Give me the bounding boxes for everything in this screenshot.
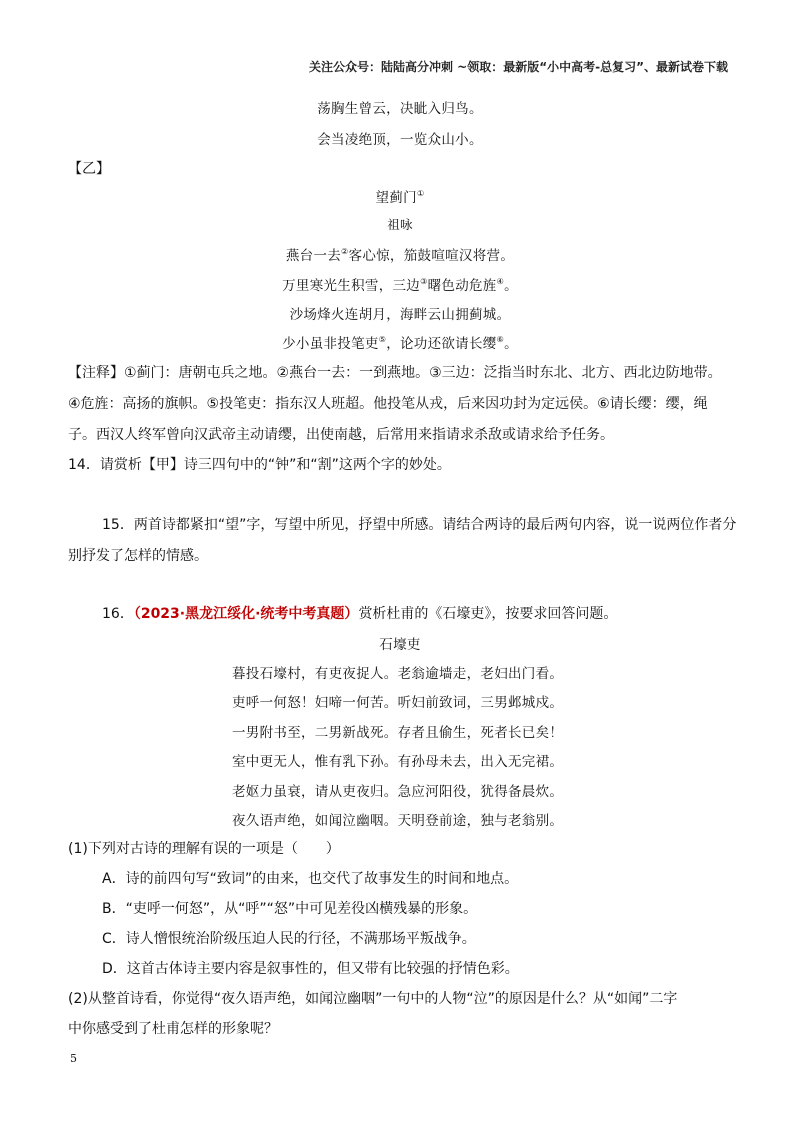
notes-line-3: 子。西汉人终军曾向汉武帝主动请缨，出使南越，后常用来指请求杀敌或请求给予任务。 <box>68 427 614 443</box>
poem2-line-4: 室中更无人，惟有乳下孙。有孙母未去，出入无完裙。 <box>232 754 564 770</box>
question-14: 14．请赏析【甲】诗三四句中的“钟”和“割”这两个字的妙处。 <box>68 457 451 473</box>
sub-question-2-line-1: (2)从整首诗看，你觉得“夜久语声绝，如闻泣幽咽”一句中的人物“泣”的原因是什么？从“如闻”二字 <box>68 991 678 1007</box>
notes-line-1: 【注释】①蓟门：唐朝屯兵之地。②燕台一去：一到燕地。③三边：泛指当时东北、北方、西北边防地带。 <box>68 365 722 381</box>
yi-poem-line-1: 燕台一去②客心惊，笳鼓喧喧汉将营。 <box>285 247 515 264</box>
notes-line-2: ④危旌：高扬的旗帜。⑤投笔吏：指东汉人班超。他投笔从戎，后来因功封为定远侯。⑥请长缨：缨，绳 <box>68 396 708 412</box>
yi-poem-title: 望蓟门① <box>375 189 425 206</box>
sub-question-2-line-2: 中你感受到了杜甫怎样的形象呢？ <box>68 1021 278 1037</box>
poem2-line-6: 夜久语声绝，如闻泣幽咽。天明登前途，独与老翁别。 <box>232 813 564 829</box>
yi-label: 【乙】 <box>68 161 110 177</box>
poem2-line-5: 老妪力虽衰，请从吏夜归。急应河阳役，犹得备晨炊。 <box>232 784 564 800</box>
jia-poem-line-1: 荡胸生曾云，决眦入归鸟。 <box>317 101 483 117</box>
yi-poem-line-3: 沙场烽火连胡月，海畔云山拥蓟城。 <box>289 307 511 323</box>
poem2-line-3: 一男附书至，二男新战死。存者且偷生，死者长已矣！ <box>232 725 564 741</box>
question-15-line-1: 15．两首诗都紧扣“望”字，写望中所见，抒望中所感。请结合两诗的最后两句内容，说一说两位作者分 <box>102 517 737 533</box>
question-15-line-2: 别抒发了怎样的情感。 <box>68 548 208 564</box>
option-b: B．“吏呼一何怒”，从“呼”“怒”中可见差役凶横残暴的形象。 <box>102 901 478 917</box>
poem2-line-2: 吏呼一何怒！妇啼一何苦。听妇前致词，三男邺城戍。 <box>232 695 564 711</box>
option-c: C．诗人憎恨统治阶级压迫人民的行径，不满那场平叛战争。 <box>102 931 476 947</box>
sub-question-1: (1)下列对古诗的理解有误的一项是（ ） <box>68 841 340 857</box>
yi-poem-line-4: 少小虽非投笔吏⑤，论功还欲请长缨⑥。 <box>282 335 518 352</box>
poem2-line-1: 暮投石壕村，有吏夜捉人。老翁逾墙走，老妇出门看。 <box>232 666 564 682</box>
option-d: D．这首古体诗主要内容是叙事性的，但又带有比较强的抒情色彩。 <box>102 961 519 977</box>
page-header: 关注公众号：陆陆高分冲刺 ~领取：最新版“小中高考-总复习”、最新试卷下载 <box>309 60 728 74</box>
page-number: 5 <box>70 1052 77 1065</box>
jia-poem-line-2: 会当凌绝顶，一览众山小。 <box>317 132 483 148</box>
question-16-source: （2023·黑龙江绥化·统考中考真题） <box>133 606 359 622</box>
option-a: A．诗的前四句写“致词”的由来，也交代了故事发生的时间和地点。 <box>102 871 519 887</box>
question-16: 16．（2023·黑龙江绥化·统考中考真题）赏析杜甫的《石壕吏》，按要求回答问题。 <box>102 606 618 622</box>
yi-poem-line-2: 万里寒光生积雪，三边③曙色动危旌④。 <box>282 277 518 294</box>
poem2-title: 石壕吏 <box>379 637 421 653</box>
yi-poem-author: 祖咏 <box>387 217 413 232</box>
